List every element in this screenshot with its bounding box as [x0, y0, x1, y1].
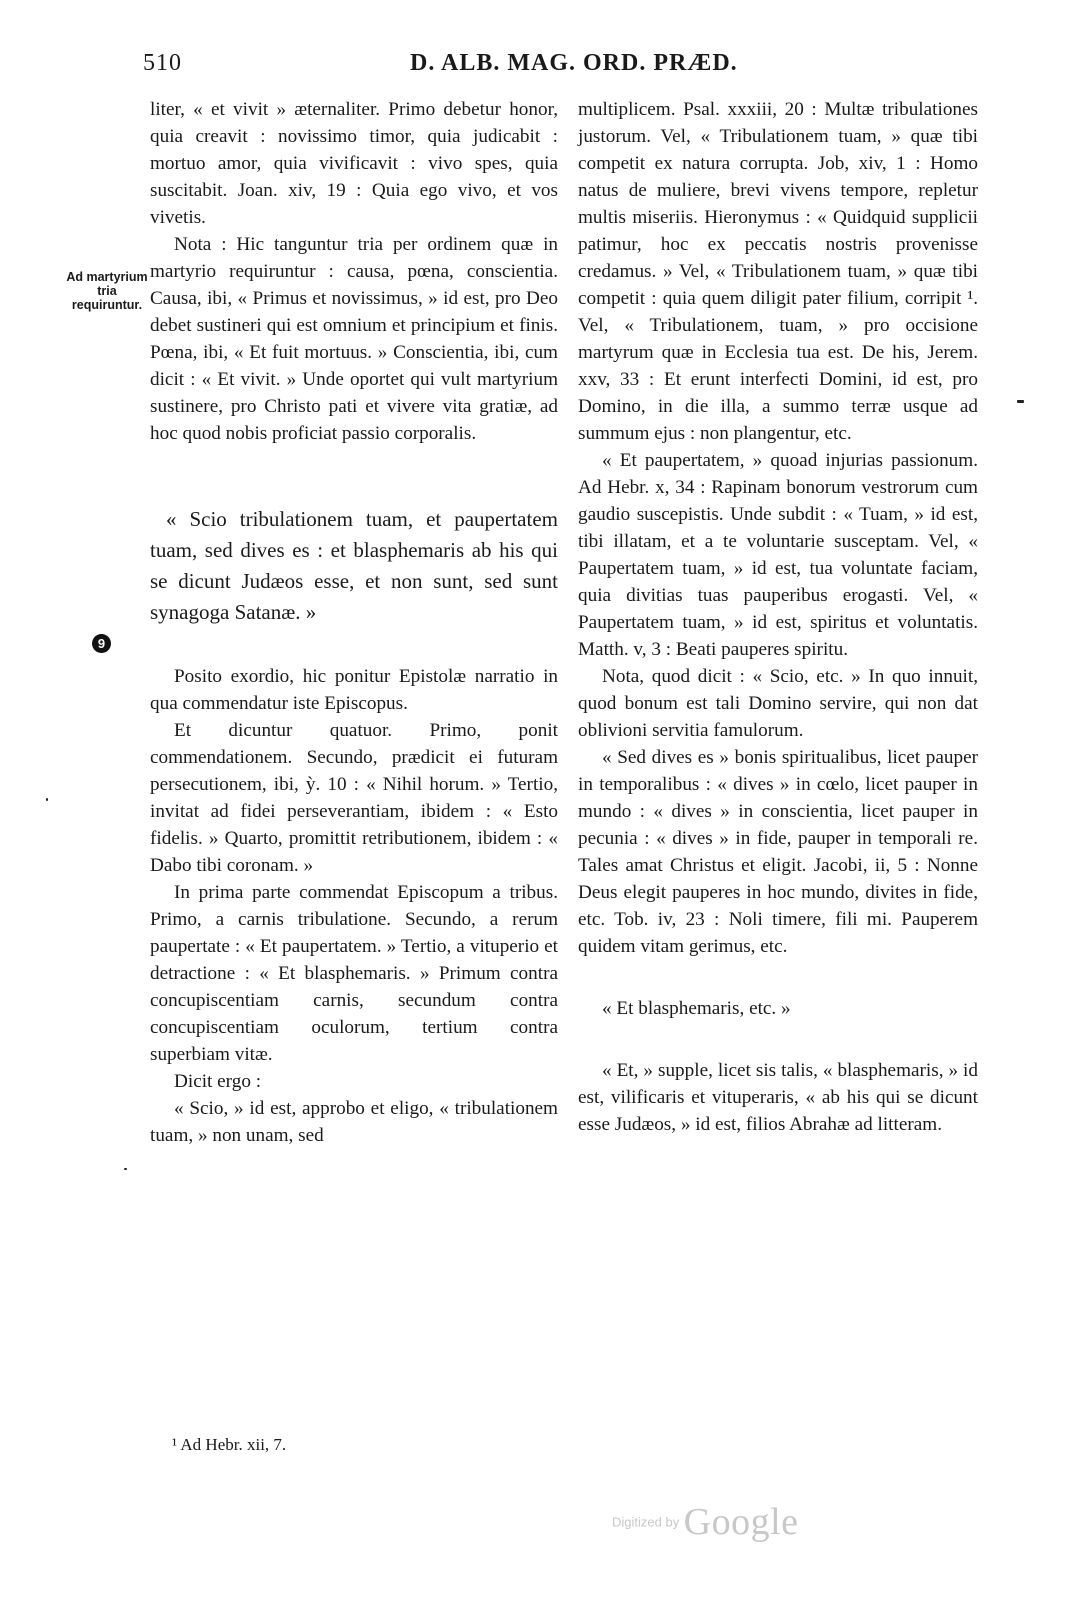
ink-speck	[1017, 400, 1024, 403]
watermark-prefix: Digitized by	[612, 1514, 680, 1530]
paragraph: « Et, » supple, licet sis talis, « blasphemaris, » id est, vilificaris et vituperaris, « ab his qui se dicunt esse Judæos, » id est, filios Abrahæ ad litteram.	[578, 1060, 978, 1135]
left-column	[150, 96, 558, 1149]
margin-note: Ad martyrium tria requiruntur.	[66, 270, 148, 312]
footnote: ¹ Ad Hebr. xii, 7.	[172, 1435, 287, 1454]
paragraph: In prima parte commendat Episcopum a tribus. Primo, a carnis tribulatione. Secundo, a rerum paupertate : « Et paupertatem. » Tertio, a vituperio et detractione : « Et blasphemaris. » Primum contra concupiscentiam carnis, secundum contra concupiscentiam oculorum, tertium contra superbiam vitæ.	[150, 882, 558, 1065]
ink-speck	[46, 798, 48, 801]
right-column	[578, 96, 978, 1138]
running-head: D. ALB. MAG. ORD. PRÆD.	[410, 50, 738, 76]
paragraph: Et dicuntur quatuor. Primo, ponit commendationem. Secundo, prædicit ei futuram persecutionem, ibi, ỳ. 10 : « Nihil horum. » Tertio, invitat ad fidei perseverantiam, ibidem : « Esto fidelis. » Quarto, promittit retributionem, ibidem : « Dabo tibi coronam. »	[150, 720, 558, 876]
digitized-watermark	[612, 1500, 799, 1544]
lemma-heading: « Et blasphemaris, etc. »	[602, 998, 791, 1019]
paragraph: Nota : Hic tanguntur tria per ordinem quæ in martyrio requiruntur : causa, pœna, conscientia. Causa, ibi, « Primus et novissimus, » id est, pro Deo debet sustineri qui est omnium et principium et finis. Pœna, ibi, « Et fuit mortuus. » Conscientia, ibi, cum dicit : « Et vivit. » Unde oportet qui vult martyrium sustinere, pro Christo pati et vivere vita gratiæ, ad hoc quod nobis proficiat passio corporalis.	[150, 234, 558, 444]
paragraph: Nota, quod dicit : « Scio, etc. » In quo innuit, quod bonum est tali Domino servire, qui non dat oblivioni servitia famulorum.	[578, 666, 978, 741]
paragraph: Posito exordio, hic ponitur Epistolæ narratio in qua commendatur iste Episcopus.	[150, 666, 558, 714]
page-number: 510	[143, 50, 182, 76]
verse-quotation: « Scio tribulationem tuam, et paupertatem tuam, sed dives es : et blasphemaris ab his qui se dicunt Judæos esse, et non sunt, sed sunt synagoga Satanæ. »	[150, 507, 558, 624]
paragraph: multiplicem. Psal. xxxiii, 20 : Multæ tribulationes justorum. Vel, « Tribulationem tuam, » quæ tibi competit ex natura corrupta. Job, xiv, 1 : Homo natus de muliere, brevi vivens tempore, repletur multis miseriis. Hieronymus : « Quidquid supplicii patimur, hoc ex peccatis nostris provenisse credamus. » Vel, « Tribulationem tuam, » quæ tibi competit : quia quem diligit pater filium, corripit ¹. Vel, « Tribulationem, tuam, » pro occisione martyrum quæ in Ecclesia tua est. De his, Jerem. xxv, 33 : Et erunt interfecti Domini, id est, pro Domino, in die illa, a summo terræ usque ad summum ejus : non plangentur, etc.	[578, 99, 978, 444]
paragraph: Dicit ergo :	[174, 1071, 262, 1092]
watermark-brand: Google	[683, 1501, 799, 1543]
paragraph: « Et paupertatem, » quoad injurias passionum. Ad Hebr. x, 34 : Rapinam bonorum vestrorum cum gaudio suscepistis. Unde subdit : « Tuam, » id est, tibi illatam, et a te voluntarie susceptam. Vel, « Paupertatem tuam, » id est, tua voluntate faciam, quia divitias tuas pauperibus erogasti. Vel, « Paupertatem tuam, » id est, spiritus et voluntatis. Matth. v, 3 : Beati pauperes spiritu.	[578, 450, 978, 660]
paragraph: « Scio, » id est, approbo et eligo, « tribulationem tuam, » non unam, sed	[150, 1098, 558, 1146]
paragraph: « Sed dives es » bonis spiritualibus, licet pauper in temporalibus : « dives » in cœlo, licet pauper in mundo : « dives » in conscientia, licet pauper in pecunia : « dives » in fide, pauper in temporali re. Tales amat Christus et eligit. Jacobi, ii, 5 : Nonne Deus elegit pauperes in hoc mundo, divites in fide, etc. Tob. iv, 23 : Noli timere, fili mi. Pauperem quidem vitam gerimus, etc.	[578, 747, 978, 957]
verse-number-marker: 9	[92, 634, 111, 653]
paragraph: liter, « et vivit » æternaliter. Primo debetur honor, quia creavit : novissimo timor, quia judicabit : mortuo amor, quia vivificavit : vivo spes, quia suscitabit. Joan. xiv, 19 : Quia ego vivo, et vos vivetis.	[150, 99, 558, 228]
ink-speck	[124, 1168, 127, 1170]
